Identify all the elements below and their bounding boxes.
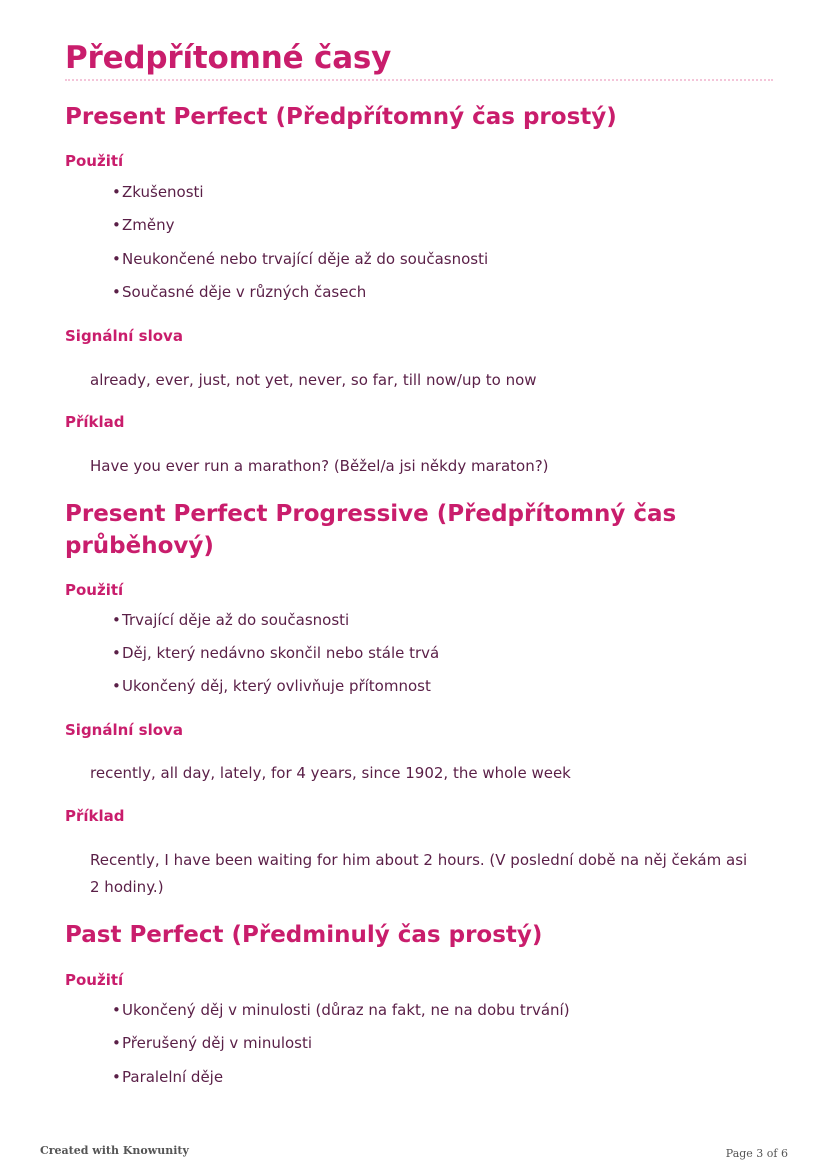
list-item bbox=[112, 282, 366, 302]
list-item-text: Ukončený děj v minulosti (důraz na fakt, ne na dobu trvání) bbox=[122, 1001, 570, 1019]
usage-label: Použití bbox=[65, 581, 124, 599]
usage-label: Použití bbox=[65, 971, 124, 989]
bullet-icon: • bbox=[112, 1001, 121, 1019]
list-item bbox=[112, 676, 431, 696]
list-item-text: Paralelní děje bbox=[122, 1068, 224, 1086]
footer-created-with: Created with Knowunity bbox=[40, 1144, 189, 1157]
section-heading-present-perfect: Present Perfect (Předpřítomný čas prostý) bbox=[65, 104, 617, 130]
list-item bbox=[112, 249, 488, 269]
usage-label: Použití bbox=[65, 152, 124, 170]
example-text: Recently, I have been waiting for him about 2 hours. (V poslední době na něj čekám asi bbox=[90, 851, 748, 869]
bullet-icon: • bbox=[112, 283, 121, 301]
footer-page-number: Page 3 of 6 bbox=[725, 1147, 788, 1160]
list-item bbox=[112, 1033, 312, 1053]
bullet-icon: • bbox=[112, 183, 121, 201]
example-text-cont: 2 hodiny.) bbox=[90, 878, 164, 896]
bullet-icon: • bbox=[112, 216, 121, 234]
bullet-icon: • bbox=[112, 1068, 121, 1086]
example-label: Příklad bbox=[65, 413, 125, 431]
list-item-text: Ukončený děj, který ovlivňuje přítomnost bbox=[122, 677, 431, 695]
section-heading-present-perfect-progressive-cont: průběhový) bbox=[65, 533, 214, 559]
bullet-icon: • bbox=[112, 611, 121, 629]
bullet-icon: • bbox=[112, 677, 121, 695]
list-item bbox=[112, 182, 204, 202]
bullet-icon: • bbox=[112, 1034, 121, 1052]
section-heading-past-perfect: Past Perfect (Předminulý čas prostý) bbox=[65, 922, 543, 948]
list-item-text: Změny bbox=[122, 216, 175, 234]
list-item bbox=[112, 610, 349, 630]
page-title: Předpřítomné časy bbox=[65, 40, 392, 76]
list-item bbox=[112, 1000, 570, 1020]
bullet-icon: • bbox=[112, 644, 121, 662]
list-item-text: Trvající děje až do současnosti bbox=[122, 611, 350, 629]
signal-words-label: Signální slova bbox=[65, 721, 183, 739]
section-heading-present-perfect-progressive: Present Perfect Progressive (Předpřítomný čas bbox=[65, 501, 677, 527]
signal-words-label: Signální slova bbox=[65, 327, 183, 345]
list-item-text: Současné děje v různých časech bbox=[122, 283, 367, 301]
list-item-text: Zkušenosti bbox=[122, 183, 204, 201]
example-text: Have you ever run a marathon? (Běžel/a jsi někdy maraton?) bbox=[90, 457, 549, 475]
list-item bbox=[112, 1067, 223, 1087]
list-item bbox=[112, 215, 175, 235]
list-item-text: Neukončené nebo trvající děje až do současnosti bbox=[122, 250, 489, 268]
list-item-text: Přerušený děj v minulosti bbox=[122, 1034, 313, 1052]
signal-words-text: recently, all day, lately, for 4 years, since 1902, the whole week bbox=[90, 764, 571, 782]
example-label: Příklad bbox=[65, 807, 125, 825]
title-divider bbox=[65, 79, 773, 81]
list-item bbox=[112, 643, 439, 663]
list-item-text: Děj, který nedávno skončil nebo stále trvá bbox=[122, 644, 440, 662]
signal-words-text: already, ever, just, not yet, never, so far, till now/up to now bbox=[90, 371, 537, 389]
bullet-icon: • bbox=[112, 250, 121, 268]
